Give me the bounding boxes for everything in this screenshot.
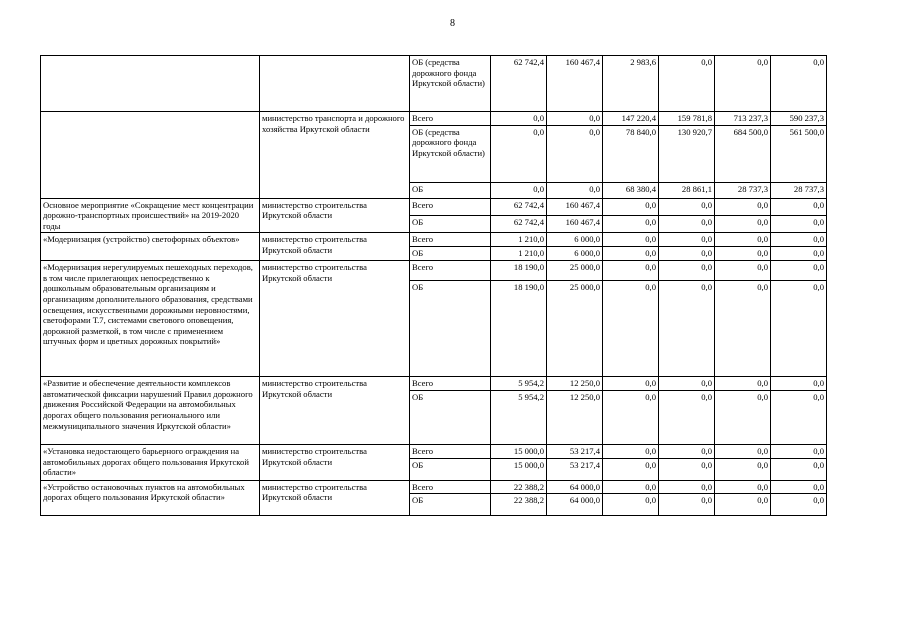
- value-cell: 0,0: [715, 445, 771, 459]
- value-cell: 0,0: [659, 494, 715, 516]
- value-cell: 0,0: [771, 261, 827, 281]
- measure-cell: [41, 112, 260, 199]
- value-cell: 12 250,0: [547, 391, 603, 445]
- measure-cell: Основное мероприятие «Сокращение мест концентрации дорожно-транспортных происшествий» на 2019-2020 годы: [41, 198, 260, 233]
- value-cell: 0,0: [715, 480, 771, 494]
- value-cell: 0,0: [715, 198, 771, 215]
- measure-cell: «Развитие и обеспечение деятельности комплексов автоматической фиксации нарушений Правил дорожного движения Российской Федерации на автомобильных дорогах общего пользования регионального или межмуниципального значения Иркутской области»: [41, 377, 260, 445]
- value-cell: 25 000,0: [547, 261, 603, 281]
- value-cell: 15 000,0: [491, 445, 547, 459]
- funding-source-cell: ОБ: [410, 215, 491, 232]
- funding-source-cell: ОБ (средства дорожного фонда Иркутской области): [410, 56, 491, 112]
- value-cell: 0,0: [547, 112, 603, 126]
- value-cell: 1 210,0: [491, 233, 547, 247]
- program-budget-table: [40, 55, 827, 516]
- value-cell: 0,0: [603, 281, 659, 377]
- value-cell: 25 000,0: [547, 281, 603, 377]
- value-cell: 0,0: [715, 281, 771, 377]
- value-cell: 62 742,4: [491, 215, 547, 232]
- value-cell: 28 737,3: [715, 182, 771, 198]
- value-cell: 0,0: [715, 377, 771, 391]
- value-cell: 53 217,4: [547, 458, 603, 480]
- executor-cell: министерство строительства Иркутской области: [260, 261, 410, 377]
- funding-source-cell: ОБ: [410, 458, 491, 480]
- value-cell: 5 954,2: [491, 391, 547, 445]
- table-row: [41, 480, 827, 494]
- value-cell: 28 861,1: [659, 182, 715, 198]
- value-cell: 0,0: [771, 215, 827, 232]
- executor-cell: министерство строительства Иркутской области: [260, 445, 410, 481]
- value-cell: 68 380,4: [603, 182, 659, 198]
- value-cell: 0,0: [771, 56, 827, 112]
- value-cell: 22 388,2: [491, 480, 547, 494]
- measure-cell: [41, 56, 260, 112]
- value-cell: 159 781,8: [659, 112, 715, 126]
- executor-cell: министерство транспорта и дорожного хозяйства Иркутской области: [260, 112, 410, 199]
- value-cell: 147 220,4: [603, 112, 659, 126]
- value-cell: 0,0: [547, 125, 603, 182]
- value-cell: 0,0: [491, 112, 547, 126]
- funding-source-cell: ОБ: [410, 182, 491, 198]
- funding-source-cell: ОБ: [410, 281, 491, 377]
- measure-cell: «Устройство остановочных пунктов на автомобильных дорогах общего пользования Иркутской области»: [41, 480, 260, 516]
- value-cell: 0,0: [659, 445, 715, 459]
- funding-source-cell: Всего: [410, 112, 491, 126]
- value-cell: 590 237,3: [771, 112, 827, 126]
- value-cell: 0,0: [771, 458, 827, 480]
- value-cell: 0,0: [603, 494, 659, 516]
- funding-source-cell: Всего: [410, 377, 491, 391]
- value-cell: 62 742,4: [491, 198, 547, 215]
- value-cell: 0,0: [603, 198, 659, 215]
- value-cell: 0,0: [659, 247, 715, 261]
- value-cell: 78 840,0: [603, 125, 659, 182]
- value-cell: 0,0: [659, 281, 715, 377]
- executor-cell: министерство строительства Иркутской области: [260, 480, 410, 516]
- value-cell: 0,0: [715, 261, 771, 281]
- value-cell: 0,0: [603, 458, 659, 480]
- value-cell: 0,0: [771, 494, 827, 516]
- table-row: [41, 445, 827, 459]
- value-cell: 0,0: [715, 247, 771, 261]
- table-row: [41, 261, 827, 281]
- funding-source-cell: Всего: [410, 233, 491, 247]
- table-row: [41, 56, 827, 112]
- value-cell: 53 217,4: [547, 445, 603, 459]
- value-cell: 684 500,0: [715, 125, 771, 182]
- measure-cell: «Модернизация нерегулируемых пешеходных переходов, в том числе прилегающих непосредственно к дошкольным образовательным организациям и организациям дополнительного образования, средствами освещения, искусственными дорожными неровностями, светофорами Т.7, системами светового оповещения, дорожной разметкой, в том числе с применением штучных форм и цветных дорожных покрытий»: [41, 261, 260, 377]
- value-cell: 0,0: [715, 56, 771, 112]
- page-number: 8: [450, 18, 455, 29]
- value-cell: 6 000,0: [547, 247, 603, 261]
- value-cell: 0,0: [603, 215, 659, 232]
- value-cell: 0,0: [659, 458, 715, 480]
- value-cell: 22 388,2: [491, 494, 547, 516]
- value-cell: 0,0: [491, 182, 547, 198]
- value-cell: 0,0: [659, 391, 715, 445]
- value-cell: 160 467,4: [547, 198, 603, 215]
- value-cell: 130 920,7: [659, 125, 715, 182]
- value-cell: 0,0: [603, 247, 659, 261]
- table-row: [41, 377, 827, 391]
- measure-cell: «Установка недостающего барьерного ограждения на автомобильных дорогах общего пользования Иркутской области»: [41, 445, 260, 481]
- funding-source-cell: Всего: [410, 198, 491, 215]
- value-cell: 0,0: [659, 56, 715, 112]
- executor-cell: [260, 56, 410, 112]
- value-cell: 0,0: [603, 377, 659, 391]
- funding-source-cell: ОБ (средства дорожного фонда Иркутской области): [410, 125, 491, 182]
- funding-source-cell: ОБ: [410, 494, 491, 516]
- value-cell: 0,0: [659, 215, 715, 232]
- value-cell: 0,0: [771, 233, 827, 247]
- value-cell: 561 500,0: [771, 125, 827, 182]
- executor-cell: министерство строительства Иркутской области: [260, 377, 410, 445]
- value-cell: 18 190,0: [491, 261, 547, 281]
- executor-cell: министерство строительства Иркутской области: [260, 198, 410, 233]
- value-cell: 28 737,3: [771, 182, 827, 198]
- value-cell: 0,0: [771, 480, 827, 494]
- value-cell: 1 210,0: [491, 247, 547, 261]
- value-cell: 2 983,6: [603, 56, 659, 112]
- value-cell: 0,0: [771, 377, 827, 391]
- value-cell: 0,0: [659, 261, 715, 281]
- table-row: [41, 112, 827, 126]
- value-cell: 0,0: [603, 233, 659, 247]
- measure-cell: «Модернизация (устройство) светофорных объектов»: [41, 233, 260, 261]
- value-cell: 160 467,4: [547, 215, 603, 232]
- value-cell: 0,0: [771, 445, 827, 459]
- value-cell: 62 742,4: [491, 56, 547, 112]
- value-cell: 0,0: [659, 480, 715, 494]
- value-cell: 0,0: [715, 215, 771, 232]
- value-cell: 0,0: [715, 494, 771, 516]
- value-cell: 15 000,0: [491, 458, 547, 480]
- value-cell: 0,0: [715, 391, 771, 445]
- table-row: [41, 198, 827, 215]
- funding-source-cell: Всего: [410, 480, 491, 494]
- value-cell: 0,0: [771, 198, 827, 215]
- value-cell: 6 000,0: [547, 233, 603, 247]
- value-cell: 160 467,4: [547, 56, 603, 112]
- value-cell: 0,0: [547, 182, 603, 198]
- value-cell: 5 954,2: [491, 377, 547, 391]
- value-cell: 64 000,0: [547, 480, 603, 494]
- value-cell: 0,0: [659, 233, 715, 247]
- value-cell: 0,0: [715, 458, 771, 480]
- value-cell: 713 237,3: [715, 112, 771, 126]
- value-cell: 0,0: [603, 391, 659, 445]
- value-cell: 0,0: [491, 125, 547, 182]
- executor-cell: министерство строительства Иркутской области: [260, 233, 410, 261]
- table-row: [41, 233, 827, 247]
- funding-source-cell: Всего: [410, 445, 491, 459]
- value-cell: 0,0: [715, 233, 771, 247]
- funding-source-cell: ОБ: [410, 247, 491, 261]
- value-cell: 0,0: [603, 480, 659, 494]
- value-cell: 12 250,0: [547, 377, 603, 391]
- value-cell: 0,0: [603, 445, 659, 459]
- value-cell: 0,0: [659, 198, 715, 215]
- value-cell: 0,0: [771, 247, 827, 261]
- value-cell: 0,0: [659, 377, 715, 391]
- funding-source-cell: ОБ: [410, 391, 491, 445]
- value-cell: 0,0: [603, 261, 659, 281]
- value-cell: 64 000,0: [547, 494, 603, 516]
- value-cell: 18 190,0: [491, 281, 547, 377]
- value-cell: 0,0: [771, 281, 827, 377]
- funding-source-cell: Всего: [410, 261, 491, 281]
- value-cell: 0,0: [771, 391, 827, 445]
